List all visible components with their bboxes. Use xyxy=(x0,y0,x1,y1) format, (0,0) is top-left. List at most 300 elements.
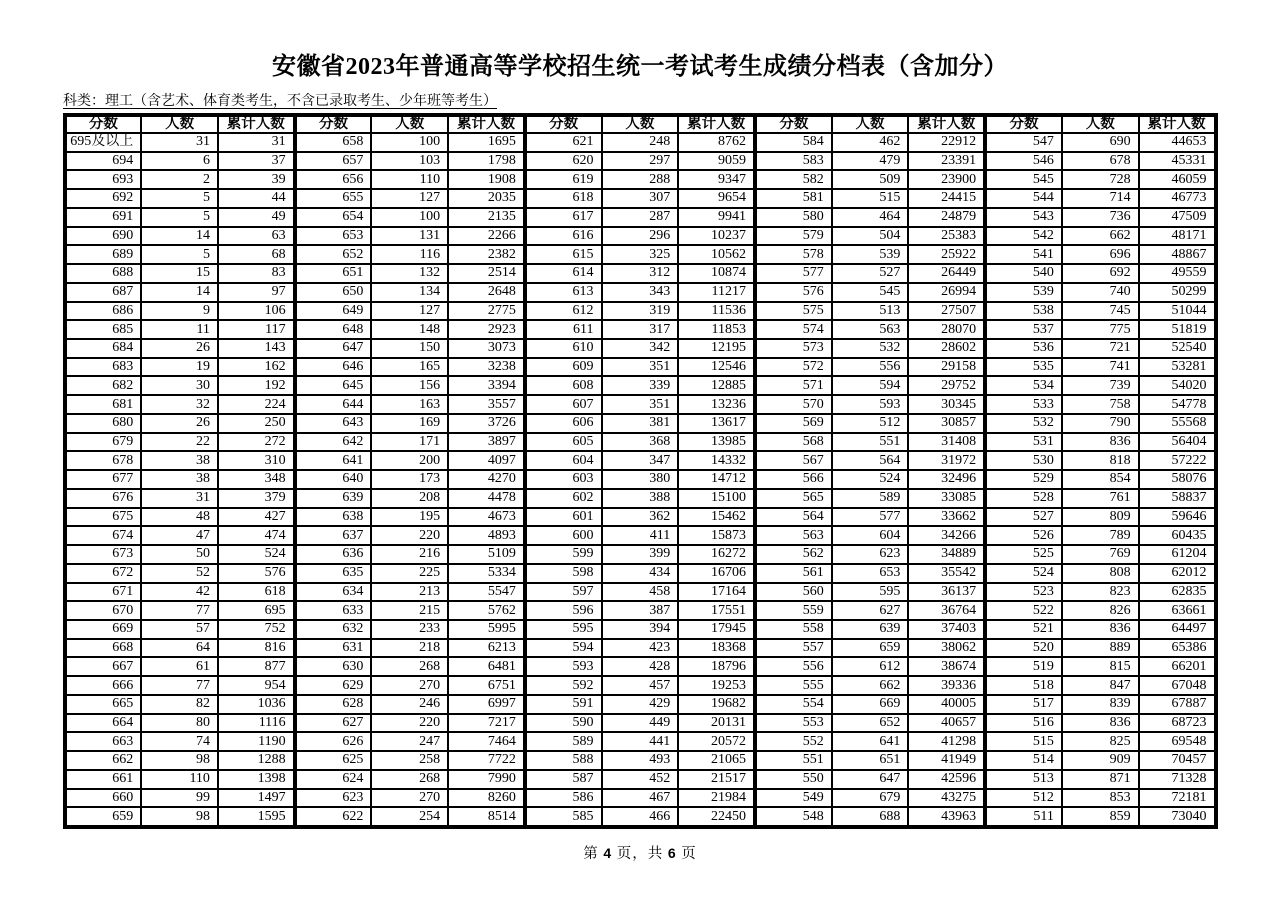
cumulative-cell: 10237 xyxy=(678,227,755,246)
cumulative-cell: 3394 xyxy=(448,376,525,395)
count-cell: 116 xyxy=(371,245,448,264)
table-row xyxy=(65,264,1216,283)
cumulative-cell: 63661 xyxy=(1139,601,1216,620)
score-cell: 624 xyxy=(295,770,372,789)
table-row xyxy=(65,320,1216,339)
score-cell: 598 xyxy=(525,564,602,583)
cumulative-cell: 695 xyxy=(218,601,295,620)
cumulative-cell: 1116 xyxy=(218,714,295,733)
cumulative-cell: 44653 xyxy=(1139,133,1216,152)
count-cell: 11 xyxy=(141,320,218,339)
table-row xyxy=(65,245,1216,264)
score-cell: 680 xyxy=(65,414,142,433)
count-cell: 688 xyxy=(832,807,909,827)
cumulative-cell: 51044 xyxy=(1139,302,1216,321)
cumulative-cell: 22912 xyxy=(908,133,985,152)
count-cell: 47 xyxy=(141,526,218,545)
cumulative-cell: 37403 xyxy=(908,620,985,639)
score-cell: 536 xyxy=(985,339,1062,358)
score-cell: 614 xyxy=(525,264,602,283)
table-row xyxy=(65,189,1216,208)
column-header-count: 人数 xyxy=(602,115,679,133)
cumulative-cell: 24415 xyxy=(908,189,985,208)
count-cell: 268 xyxy=(371,657,448,676)
cumulative-cell: 49 xyxy=(218,208,295,227)
cumulative-cell: 877 xyxy=(218,657,295,676)
cumulative-cell: 17945 xyxy=(678,620,755,639)
count-cell: 859 xyxy=(1062,807,1139,827)
count-cell: 38 xyxy=(141,451,218,470)
cumulative-cell: 65386 xyxy=(1139,639,1216,658)
cumulative-cell: 6213 xyxy=(448,639,525,658)
cumulative-cell: 59646 xyxy=(1139,508,1216,527)
score-cell: 576 xyxy=(755,283,832,302)
score-cell: 534 xyxy=(985,376,1062,395)
score-cell: 667 xyxy=(65,657,142,676)
score-cell: 625 xyxy=(295,751,372,770)
score-cell: 634 xyxy=(295,583,372,602)
score-cell: 580 xyxy=(755,208,832,227)
count-cell: 254 xyxy=(371,807,448,827)
score-cell: 653 xyxy=(295,227,372,246)
score-cell: 649 xyxy=(295,302,372,321)
table-row xyxy=(65,583,1216,602)
cumulative-cell: 816 xyxy=(218,639,295,658)
count-cell: 462 xyxy=(832,133,909,152)
table-row xyxy=(65,526,1216,545)
column-header-score: 分数 xyxy=(65,115,142,133)
score-cell: 609 xyxy=(525,358,602,377)
count-cell: 173 xyxy=(371,470,448,489)
table-row xyxy=(65,751,1216,770)
score-cell: 629 xyxy=(295,676,372,695)
cumulative-cell: 4478 xyxy=(448,489,525,508)
count-cell: 99 xyxy=(141,789,218,808)
score-cell: 606 xyxy=(525,414,602,433)
cumulative-cell: 25922 xyxy=(908,245,985,264)
cumulative-cell: 43275 xyxy=(908,789,985,808)
score-cell: 695及以上 xyxy=(65,133,142,152)
count-cell: 696 xyxy=(1062,245,1139,264)
cumulative-cell: 43963 xyxy=(908,807,985,827)
cumulative-cell: 50299 xyxy=(1139,283,1216,302)
cumulative-cell: 1288 xyxy=(218,751,295,770)
cumulative-cell: 7990 xyxy=(448,770,525,789)
count-cell: 368 xyxy=(602,433,679,452)
score-table-body xyxy=(65,133,1216,828)
score-cell: 666 xyxy=(65,676,142,695)
cumulative-cell: 44 xyxy=(218,189,295,208)
cumulative-cell: 39 xyxy=(218,170,295,189)
cumulative-cell: 66201 xyxy=(1139,657,1216,676)
cumulative-cell: 55568 xyxy=(1139,414,1216,433)
cumulative-cell: 618 xyxy=(218,583,295,602)
count-cell: 342 xyxy=(602,339,679,358)
count-cell: 98 xyxy=(141,807,218,827)
cumulative-cell: 2923 xyxy=(448,320,525,339)
count-cell: 556 xyxy=(832,358,909,377)
count-cell: 659 xyxy=(832,639,909,658)
cumulative-cell: 192 xyxy=(218,376,295,395)
cumulative-cell: 14712 xyxy=(678,470,755,489)
cumulative-cell: 41298 xyxy=(908,732,985,751)
score-cell: 539 xyxy=(985,283,1062,302)
count-cell: 80 xyxy=(141,714,218,733)
cumulative-cell: 1595 xyxy=(218,807,295,827)
score-cell: 511 xyxy=(985,807,1062,827)
count-cell: 808 xyxy=(1062,564,1139,583)
cumulative-cell: 576 xyxy=(218,564,295,583)
score-cell: 571 xyxy=(755,376,832,395)
count-cell: 825 xyxy=(1062,732,1139,751)
score-cell: 659 xyxy=(65,807,142,827)
cumulative-cell: 10562 xyxy=(678,245,755,264)
score-cell: 646 xyxy=(295,358,372,377)
score-cell: 595 xyxy=(525,620,602,639)
score-cell: 556 xyxy=(755,657,832,676)
count-cell: 220 xyxy=(371,714,448,733)
count-cell: 411 xyxy=(602,526,679,545)
cumulative-cell: 7722 xyxy=(448,751,525,770)
count-cell: 248 xyxy=(602,133,679,152)
count-cell: 31 xyxy=(141,133,218,152)
cumulative-cell: 15873 xyxy=(678,526,755,545)
score-cell: 560 xyxy=(755,583,832,602)
cumulative-cell: 4673 xyxy=(448,508,525,527)
score-cell: 600 xyxy=(525,526,602,545)
score-cell: 685 xyxy=(65,320,142,339)
score-cell: 519 xyxy=(985,657,1062,676)
count-cell: 52 xyxy=(141,564,218,583)
count-cell: 343 xyxy=(602,283,679,302)
count-cell: 64 xyxy=(141,639,218,658)
cumulative-cell: 35542 xyxy=(908,564,985,583)
table-row xyxy=(65,620,1216,639)
count-cell: 14 xyxy=(141,227,218,246)
cumulative-cell: 9654 xyxy=(678,189,755,208)
count-cell: 77 xyxy=(141,601,218,620)
count-cell: 652 xyxy=(832,714,909,733)
count-cell: 100 xyxy=(371,208,448,227)
cumulative-cell: 53281 xyxy=(1139,358,1216,377)
cumulative-cell: 162 xyxy=(218,358,295,377)
table-row xyxy=(65,695,1216,714)
cumulative-cell: 54778 xyxy=(1139,395,1216,414)
cumulative-cell: 106 xyxy=(218,302,295,321)
score-cell: 554 xyxy=(755,695,832,714)
cumulative-cell: 9347 xyxy=(678,170,755,189)
count-cell: 741 xyxy=(1062,358,1139,377)
score-cell: 640 xyxy=(295,470,372,489)
count-cell: 77 xyxy=(141,676,218,695)
score-cell: 610 xyxy=(525,339,602,358)
score-cell: 558 xyxy=(755,620,832,639)
score-cell: 592 xyxy=(525,676,602,695)
table-row xyxy=(65,807,1216,827)
footer-page-number: 4 xyxy=(603,845,613,862)
score-table-head xyxy=(65,115,1216,133)
cumulative-cell: 12195 xyxy=(678,339,755,358)
cumulative-cell: 63 xyxy=(218,227,295,246)
column-header-score: 分数 xyxy=(755,115,832,133)
table-row xyxy=(65,133,1216,152)
score-cell: 686 xyxy=(65,302,142,321)
count-cell: 604 xyxy=(832,526,909,545)
count-cell: 669 xyxy=(832,695,909,714)
score-cell: 605 xyxy=(525,433,602,452)
score-cell: 575 xyxy=(755,302,832,321)
cumulative-cell: 3238 xyxy=(448,358,525,377)
count-cell: 728 xyxy=(1062,170,1139,189)
score-cell: 526 xyxy=(985,526,1062,545)
count-cell: 351 xyxy=(602,358,679,377)
score-cell: 563 xyxy=(755,526,832,545)
score-cell: 656 xyxy=(295,170,372,189)
cumulative-cell: 70457 xyxy=(1139,751,1216,770)
count-cell: 31 xyxy=(141,489,218,508)
cumulative-cell: 41949 xyxy=(908,751,985,770)
cumulative-cell: 22450 xyxy=(678,807,755,827)
cumulative-cell: 33085 xyxy=(908,489,985,508)
score-cell: 542 xyxy=(985,227,1062,246)
column-header-score: 分数 xyxy=(295,115,372,133)
count-cell: 513 xyxy=(832,302,909,321)
cumulative-cell: 83 xyxy=(218,264,295,283)
score-cell: 528 xyxy=(985,489,1062,508)
score-cell: 587 xyxy=(525,770,602,789)
score-cell: 672 xyxy=(65,564,142,583)
count-cell: 32 xyxy=(141,395,218,414)
table-row xyxy=(65,433,1216,452)
count-cell: 854 xyxy=(1062,470,1139,489)
table-row xyxy=(65,208,1216,227)
score-cell: 654 xyxy=(295,208,372,227)
count-cell: 595 xyxy=(832,583,909,602)
column-header-count: 人数 xyxy=(141,115,218,133)
table-row xyxy=(65,283,1216,302)
count-cell: 215 xyxy=(371,601,448,620)
score-cell: 546 xyxy=(985,152,1062,171)
count-cell: 651 xyxy=(832,751,909,770)
cumulative-cell: 10874 xyxy=(678,264,755,283)
count-cell: 150 xyxy=(371,339,448,358)
count-cell: 690 xyxy=(1062,133,1139,152)
cumulative-cell: 68723 xyxy=(1139,714,1216,733)
score-cell: 547 xyxy=(985,133,1062,152)
score-cell: 612 xyxy=(525,302,602,321)
cumulative-cell: 67048 xyxy=(1139,676,1216,695)
table-row xyxy=(65,227,1216,246)
score-cell: 593 xyxy=(525,657,602,676)
score-cell: 674 xyxy=(65,526,142,545)
header-row xyxy=(65,115,1216,133)
score-cell: 626 xyxy=(295,732,372,751)
column-header-cumulative: 累计人数 xyxy=(1139,115,1216,133)
cumulative-cell: 3557 xyxy=(448,395,525,414)
cumulative-cell: 23391 xyxy=(908,152,985,171)
cumulative-cell: 2382 xyxy=(448,245,525,264)
cumulative-cell: 4270 xyxy=(448,470,525,489)
count-cell: 19 xyxy=(141,358,218,377)
score-cell: 541 xyxy=(985,245,1062,264)
count-cell: 790 xyxy=(1062,414,1139,433)
cumulative-cell: 13617 xyxy=(678,414,755,433)
count-cell: 216 xyxy=(371,545,448,564)
footer-total-pages: 6 xyxy=(667,845,677,862)
count-cell: 22 xyxy=(141,433,218,452)
count-cell: 218 xyxy=(371,639,448,658)
score-cell: 552 xyxy=(755,732,832,751)
count-cell: 134 xyxy=(371,283,448,302)
cumulative-cell: 56404 xyxy=(1139,433,1216,452)
cumulative-cell: 2035 xyxy=(448,189,525,208)
count-cell: 639 xyxy=(832,620,909,639)
cumulative-cell: 30857 xyxy=(908,414,985,433)
cumulative-cell: 427 xyxy=(218,508,295,527)
page-title: 安徽省2023年普通高等学校招生统一考试考生成绩分档表（含加分） xyxy=(272,54,1008,80)
table-row xyxy=(65,508,1216,527)
count-cell: 233 xyxy=(371,620,448,639)
count-cell: 847 xyxy=(1062,676,1139,695)
cumulative-cell: 60435 xyxy=(1139,526,1216,545)
score-cell: 582 xyxy=(755,170,832,189)
score-cell: 581 xyxy=(755,189,832,208)
score-cell: 645 xyxy=(295,376,372,395)
score-cell: 603 xyxy=(525,470,602,489)
count-cell: 351 xyxy=(602,395,679,414)
cumulative-cell: 6481 xyxy=(448,657,525,676)
count-cell: 740 xyxy=(1062,283,1139,302)
footer-text-before: 第 xyxy=(583,846,604,863)
score-cell: 565 xyxy=(755,489,832,508)
cumulative-cell: 28070 xyxy=(908,320,985,339)
score-cell: 584 xyxy=(755,133,832,152)
score-cell: 532 xyxy=(985,414,1062,433)
cumulative-cell: 54020 xyxy=(1139,376,1216,395)
count-cell: 30 xyxy=(141,376,218,395)
cumulative-cell: 143 xyxy=(218,339,295,358)
cumulative-cell: 19253 xyxy=(678,676,755,695)
cumulative-cell: 46773 xyxy=(1139,189,1216,208)
score-cell: 521 xyxy=(985,620,1062,639)
column-header-score: 分数 xyxy=(525,115,602,133)
score-cell: 578 xyxy=(755,245,832,264)
score-cell: 520 xyxy=(985,639,1062,658)
count-cell: 394 xyxy=(602,620,679,639)
score-cell: 577 xyxy=(755,264,832,283)
count-cell: 577 xyxy=(832,508,909,527)
score-cell: 688 xyxy=(65,264,142,283)
score-cell: 613 xyxy=(525,283,602,302)
cumulative-cell: 2135 xyxy=(448,208,525,227)
count-cell: 818 xyxy=(1062,451,1139,470)
count-cell: 647 xyxy=(832,770,909,789)
cumulative-cell: 51819 xyxy=(1139,320,1216,339)
score-cell: 562 xyxy=(755,545,832,564)
cumulative-cell: 1190 xyxy=(218,732,295,751)
table-row xyxy=(65,564,1216,583)
count-cell: 50 xyxy=(141,545,218,564)
score-cell: 683 xyxy=(65,358,142,377)
score-cell: 628 xyxy=(295,695,372,714)
score-cell: 652 xyxy=(295,245,372,264)
cumulative-cell: 21065 xyxy=(678,751,755,770)
count-cell: 362 xyxy=(602,508,679,527)
count-cell: 220 xyxy=(371,526,448,545)
cumulative-cell: 1398 xyxy=(218,770,295,789)
table-row xyxy=(65,732,1216,751)
cumulative-cell: 13236 xyxy=(678,395,755,414)
count-cell: 82 xyxy=(141,695,218,714)
cumulative-cell: 68 xyxy=(218,245,295,264)
cumulative-cell: 30345 xyxy=(908,395,985,414)
score-cell: 513 xyxy=(985,770,1062,789)
count-cell: 200 xyxy=(371,451,448,470)
count-cell: 2 xyxy=(141,170,218,189)
cumulative-cell: 348 xyxy=(218,470,295,489)
cumulative-cell: 524 xyxy=(218,545,295,564)
score-cell: 591 xyxy=(525,695,602,714)
cumulative-cell: 20572 xyxy=(678,732,755,751)
score-cell: 564 xyxy=(755,508,832,527)
count-cell: 504 xyxy=(832,227,909,246)
cumulative-cell: 39336 xyxy=(908,676,985,695)
count-cell: 268 xyxy=(371,770,448,789)
count-cell: 736 xyxy=(1062,208,1139,227)
count-cell: 815 xyxy=(1062,657,1139,676)
score-cell: 607 xyxy=(525,395,602,414)
score-cell: 623 xyxy=(295,789,372,808)
count-cell: 428 xyxy=(602,657,679,676)
cumulative-cell: 19682 xyxy=(678,695,755,714)
score-cell: 561 xyxy=(755,564,832,583)
count-cell: 509 xyxy=(832,170,909,189)
cumulative-cell: 67887 xyxy=(1139,695,1216,714)
score-cell: 635 xyxy=(295,564,372,583)
cumulative-cell: 272 xyxy=(218,433,295,452)
count-cell: 163 xyxy=(371,395,448,414)
score-cell: 601 xyxy=(525,508,602,527)
count-cell: 258 xyxy=(371,751,448,770)
count-cell: 589 xyxy=(832,489,909,508)
cumulative-cell: 28602 xyxy=(908,339,985,358)
score-cell: 657 xyxy=(295,152,372,171)
table-row xyxy=(65,489,1216,508)
score-cell: 517 xyxy=(985,695,1062,714)
cumulative-cell: 17551 xyxy=(678,601,755,620)
count-cell: 6 xyxy=(141,152,218,171)
count-cell: 679 xyxy=(832,789,909,808)
count-cell: 195 xyxy=(371,508,448,527)
count-cell: 429 xyxy=(602,695,679,714)
cumulative-cell: 97 xyxy=(218,283,295,302)
score-cell: 615 xyxy=(525,245,602,264)
page-footer xyxy=(0,842,1280,863)
table-row xyxy=(65,789,1216,808)
score-cell: 647 xyxy=(295,339,372,358)
column-header-cumulative: 累计人数 xyxy=(218,115,295,133)
score-cell: 559 xyxy=(755,601,832,620)
score-cell: 594 xyxy=(525,639,602,658)
cumulative-cell: 7464 xyxy=(448,732,525,751)
cumulative-cell: 752 xyxy=(218,620,295,639)
table-row xyxy=(65,302,1216,321)
cumulative-cell: 48867 xyxy=(1139,245,1216,264)
cumulative-cell: 29752 xyxy=(908,376,985,395)
count-cell: 287 xyxy=(602,208,679,227)
cumulative-cell: 29158 xyxy=(908,358,985,377)
count-cell: 213 xyxy=(371,583,448,602)
